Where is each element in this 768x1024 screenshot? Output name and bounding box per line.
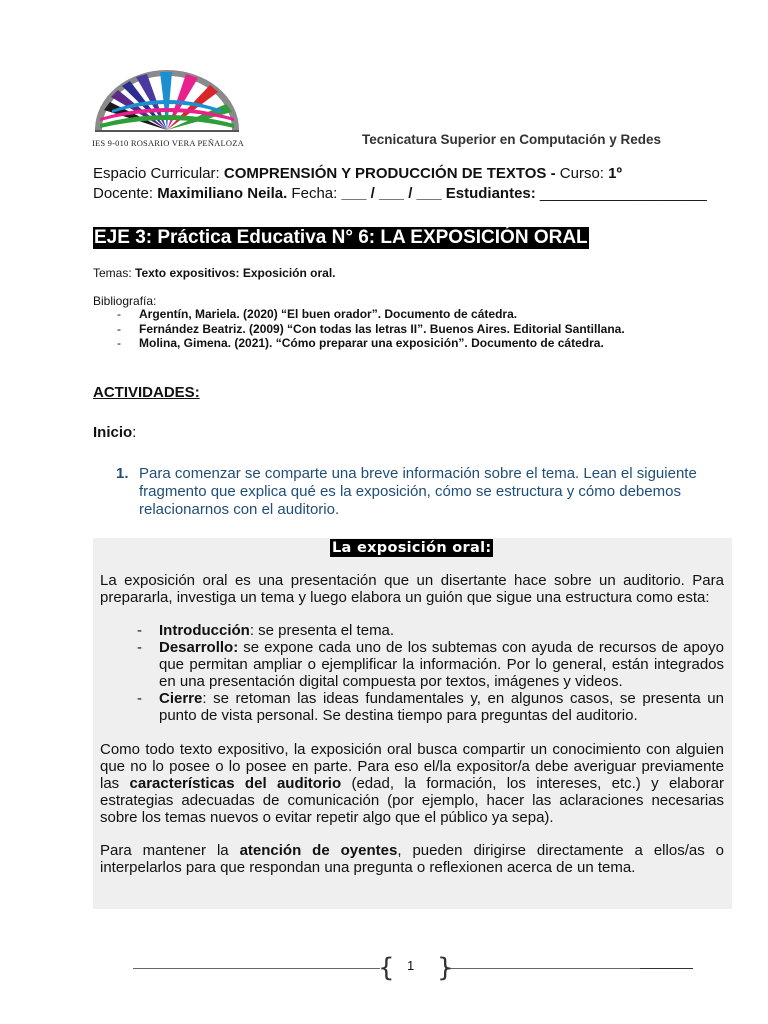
fecha-label: Fecha: <box>287 185 342 202</box>
curso-value: 1º <box>608 165 622 182</box>
list-text: se expone cada uno de los subtemas con ayuda de recursos de apoyo que permitan ampliar o ejemplificar la información. Por lo general, están integrados en una presentación digital compuesta por textos, imágenes y videos. <box>159 639 724 690</box>
list-item <box>137 690 724 724</box>
bibliografia-item: Molina, Gimena. (2021). “Cómo preparar una exposición”. Documento de cátedra. <box>139 336 604 350</box>
bibliografia-item: Argentín, Mariela. (2020) “El buen orador”. Documento de cátedra. <box>139 307 518 321</box>
page-number: 1 <box>407 958 415 973</box>
temas-label: Temas: <box>93 266 136 280</box>
bullet-dash: - <box>117 336 121 350</box>
estudiantes-label: Estudiantes: <box>441 185 540 202</box>
inicio-label: Inicio <box>93 424 133 441</box>
actividades-heading <box>93 384 200 401</box>
docente-label: Docente: <box>93 185 158 202</box>
p2-text-c: (edad, la formación, los intereses, etc.) y elaborar estrategias adecuadas de comunicación (por ejemplo, hacer las aclaraciones necesarias sobre los temas nuevos o evitar repetir algo que el público ya sepa). <box>100 775 724 826</box>
bullet-dash: - <box>117 307 121 321</box>
paragraph-atencion <box>100 842 724 876</box>
list-text: : se retoman las ideas fundamentales y, en algunos casos, se presenta un punto de vista personal. Se destina tiempo para preguntas del auditorio. <box>159 690 724 724</box>
teacher-info <box>93 185 707 202</box>
list-item <box>137 639 724 690</box>
bullet-dash: - <box>117 321 121 336</box>
item-number: 1. <box>116 465 129 482</box>
curso-label: Curso: <box>555 165 609 182</box>
list-item <box>137 622 724 639</box>
actividades-colon: : <box>194 384 200 401</box>
list-item <box>93 307 625 322</box>
item-text: Para comenzar se comparte una breve información sobre el tema. Lean el siguiente fragmento que explica qué es la exposición, cómo se estructura y cómo debemos relacionarnos con el auditorio. <box>139 465 697 518</box>
espacio-value: COMPRENSIÓN Y PRODUCCIÓN DE TEXTOS - <box>223 165 556 182</box>
logo-rainbow-icon <box>92 66 242 136</box>
bullet-dash: - <box>137 639 142 656</box>
page-title: EJE 3: Práctica Educativa N° 6: LA EXPOSICIÓN ORAL <box>94 227 588 248</box>
p2-bold: características del auditorio <box>129 775 342 792</box>
p3-text-c: , pueden dirigirse directamente a ellos/as o interpelarlos para que respondan una pregunta o reflexionen acerca de un tema. <box>100 842 724 876</box>
paragraph-intro: La exposición oral es una presentación que un disertante hace sobre un auditorio. Para prepararla, investiga un tema y luego elabora un guión que sigue una estructura como esta: <box>100 572 724 606</box>
temas-value: Texto expositivos: Exposición oral. <box>135 266 336 280</box>
curricular-info <box>93 165 622 182</box>
brace-right-icon: } <box>437 953 454 983</box>
inicio-heading <box>93 424 136 441</box>
estudiantes-value: ____________________ <box>539 185 707 202</box>
footer-divider-accent <box>640 968 693 969</box>
p2-text-a: Como todo texto expositivo, la exposición oral busca compartir un conocimiento con alguien que no lo posee o lo posee en parte. Para eso el/la expositor/a debe averiguar previamente las <box>100 741 724 792</box>
list-term: Introducción <box>159 622 250 639</box>
box-title: La exposición oral: <box>332 540 492 556</box>
list-item <box>93 322 625 337</box>
list-item <box>93 336 625 351</box>
institution-logo <box>92 66 242 150</box>
bibliografia-label: Bibliografía: <box>93 294 157 308</box>
p3-text-a: Para mantener la <box>100 842 240 859</box>
bullet-dash: - <box>137 622 142 639</box>
fecha-value: ___ / ___ / ___ <box>341 185 442 202</box>
p3-bold: atención de oyentes <box>239 842 398 859</box>
institution-name: Tecnicatura Superior en Computación y Redes <box>362 132 662 147</box>
list-term: Desarrollo: <box>159 639 239 656</box>
footer-divider-left <box>133 968 380 969</box>
list-text: : se presenta el tema. <box>249 622 395 639</box>
temas <box>93 266 336 280</box>
docente-value: Maximiliano Neila. <box>157 185 288 202</box>
list-term: Cierre <box>159 690 203 707</box>
actividades-label: ACTIVIDADES <box>93 384 195 401</box>
brace-left-icon: { <box>378 953 395 983</box>
espacio-label: Espacio Curricular: <box>93 165 224 182</box>
inicio-colon: : <box>132 424 137 441</box>
logo-caption: IES 9-010 ROSARIO VERA PEÑALOZA <box>92 138 244 148</box>
bibliografia-item: Fernández Beatriz. (2009) “Con todas las letras II”. Buenos Aires. Editorial Santillana. <box>139 321 625 336</box>
bullet-dash: - <box>137 690 142 707</box>
bibliografia-list <box>93 307 625 351</box>
structure-list <box>137 622 724 724</box>
paragraph-auditorio <box>100 741 724 826</box>
